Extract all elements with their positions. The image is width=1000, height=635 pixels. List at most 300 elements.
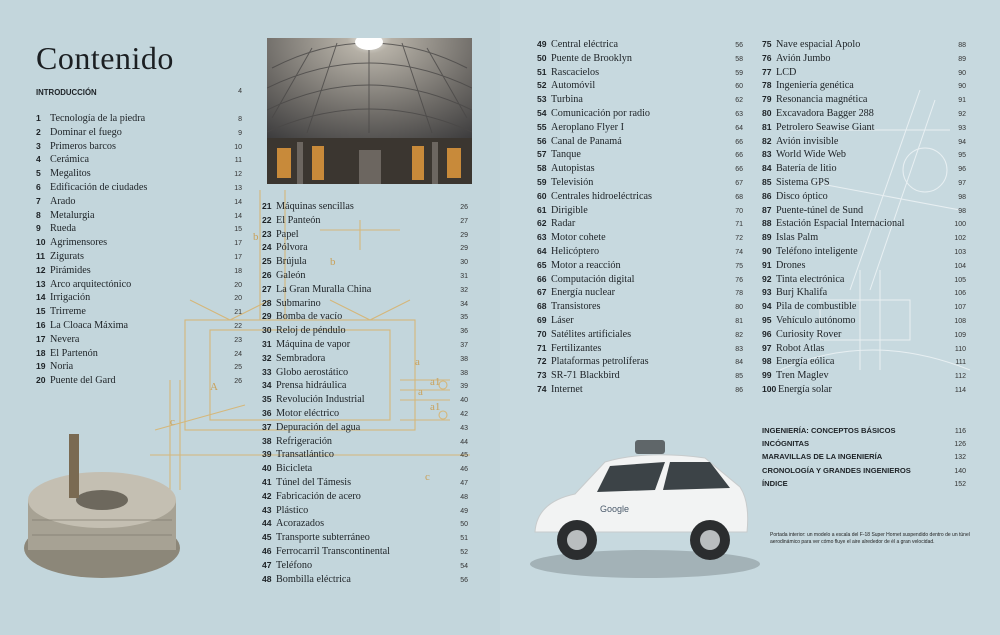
toc-entry-title: SR-71 Blackbird	[551, 370, 620, 382]
toc-entry-title: Ferrocarril Transcontinental	[276, 545, 391, 557]
toc-entry-page: 52	[460, 548, 468, 556]
toc-entry[interactable]	[537, 245, 743, 259]
toc-entry-number: 38	[262, 435, 272, 446]
toc-entry-title: Rueda	[50, 223, 77, 235]
toc-entry-page: 68	[735, 193, 743, 201]
toc-entry-number: 99	[762, 370, 772, 381]
toc-entry[interactable]	[762, 135, 966, 149]
toc-entry-page: 67	[735, 179, 743, 187]
toc-entry[interactable]	[762, 245, 966, 259]
toc-entry-title: Máquina de vapor	[276, 338, 351, 350]
toc-entry[interactable]	[537, 176, 743, 190]
google-car-photo	[515, 432, 760, 582]
toc-entry-title: Televisión	[551, 176, 594, 188]
toc-entry-number: 74	[537, 383, 547, 394]
toc-entry-number: 24	[262, 242, 272, 253]
toc-entry-number: 64	[537, 245, 547, 256]
toc-entry[interactable]	[762, 107, 966, 121]
toc-entry-number: 75	[762, 39, 772, 49]
toc-entry-page: 8	[238, 116, 242, 123]
toc-entry-page: 22	[234, 322, 242, 330]
toc-entry-title: Automóvil	[551, 80, 596, 92]
toc-entry-title: Noria	[50, 361, 74, 373]
toc-entry[interactable]	[537, 314, 743, 328]
drawing-lever	[155, 405, 245, 430]
toc-entry[interactable]	[262, 269, 468, 283]
toc-entry-page: 98	[958, 207, 966, 215]
toc-entry[interactable]	[537, 328, 743, 342]
toc-entry-title: Teléfono	[276, 559, 313, 571]
toc-entry[interactable]	[262, 435, 468, 449]
toc-entry-page: 92	[958, 110, 966, 118]
toc-entry-number: 31	[262, 338, 272, 349]
toc-entry-title: Cerámica	[50, 154, 90, 166]
toc-entry[interactable]	[537, 52, 743, 66]
toc-entry[interactable]	[537, 148, 743, 162]
drawing-letter: c	[170, 416, 175, 428]
toc-entry-page: 152	[954, 480, 966, 488]
toc-entry-title: Máquinas sencillas	[276, 201, 354, 212]
drawing-letter: c	[425, 471, 430, 483]
toc-entry[interactable]	[36, 167, 242, 181]
toc-entry-page: 21	[234, 309, 242, 317]
toc-entry[interactable]	[262, 352, 468, 366]
toc-entry[interactable]	[36, 374, 242, 388]
toc-entry-title: Revolución Industrial	[276, 394, 365, 406]
toc-entry[interactable]	[762, 477, 966, 490]
toc-entry-number: 49	[537, 39, 547, 49]
toc-entry[interactable]	[762, 464, 966, 477]
toc-entry[interactable]	[537, 93, 743, 107]
toc-entry-title: Submarino	[276, 297, 321, 309]
toc-entry-title: Transatlántico	[276, 449, 334, 461]
toc-entry[interactable]	[262, 255, 468, 269]
toc-column-3	[537, 38, 743, 397]
toc-entry-page: 112	[954, 373, 966, 381]
toc-entry[interactable]	[262, 338, 468, 352]
toc-entry[interactable]	[262, 573, 468, 587]
toc-entry-page: 20	[234, 281, 242, 289]
toc-entry-title: Vehículo autónomo	[776, 314, 856, 326]
toc-entry-number: 41	[262, 476, 272, 487]
toc-entry-number: 17	[36, 333, 46, 344]
toc-entry-number: 56	[537, 135, 547, 146]
toc-entry-number: 4	[36, 154, 41, 165]
toc-entry-page: 116	[954, 428, 966, 435]
toc-entry[interactable]	[262, 200, 468, 214]
toc-entry[interactable]	[762, 369, 966, 383]
toc-entry[interactable]	[537, 135, 743, 149]
toc-entry-title: Bicicleta	[276, 463, 313, 475]
toc-entry[interactable]	[537, 369, 743, 383]
toc-entry-title: Nevera	[50, 333, 80, 345]
toc-entry-number: 2	[36, 126, 41, 137]
toc-entry-number: 76	[762, 52, 772, 63]
toc-entry[interactable]	[36, 333, 242, 347]
toc-entry-page: 93	[958, 124, 966, 132]
toc-entry-title: Acorazados	[276, 518, 325, 530]
toc-entry-number: 11	[36, 250, 46, 261]
toc-entry-title: Aeroplano Flyer I	[551, 121, 624, 133]
toc-entry[interactable]	[36, 209, 242, 223]
toc-entry[interactable]	[262, 407, 468, 421]
toc-entry-page: 96	[958, 166, 966, 174]
toc-entry[interactable]	[36, 278, 242, 292]
toc-entry-title: Canal de Panamá	[551, 135, 622, 147]
toc-entry-title: Satélites artificiales	[551, 328, 632, 340]
toc-entry[interactable]	[762, 450, 966, 463]
toc-entry-number: 23	[262, 228, 272, 239]
toc-entry-number: 50	[537, 52, 547, 63]
toc-entry[interactable]	[762, 52, 966, 66]
toc-entry-title: Dominar el fuego	[50, 126, 122, 138]
toc-entry-title: Megalitos	[50, 168, 91, 180]
toc-entry-number: 85	[762, 176, 772, 187]
toc-entry-page: 91	[958, 97, 966, 105]
toc-entry-number: 92	[762, 273, 772, 284]
toc-entry-number: 46	[262, 545, 272, 556]
toc-entry-page: 23	[234, 336, 242, 344]
toc-entry[interactable]	[762, 286, 966, 300]
toc-entry-number: 91	[762, 259, 772, 270]
toc-entry[interactable]	[537, 273, 743, 287]
toc-entry-page: 94	[958, 138, 966, 146]
toc-entry-number: 28	[262, 297, 272, 308]
toc-entry-title: Tanque	[551, 149, 581, 161]
toc-entry-page: 25	[234, 364, 242, 372]
toc-entry-number: 19	[36, 361, 46, 372]
toc-entry-page: 76	[735, 276, 743, 284]
toc-entry[interactable]	[762, 259, 966, 273]
toc-entry-page: 109	[954, 331, 966, 339]
toc-entry-number: 51	[537, 66, 547, 77]
toc-entry[interactable]	[762, 437, 966, 450]
toc-entry-page: 104	[954, 262, 966, 270]
toc-entry-number: 98	[762, 356, 772, 367]
photo-caption: Portada interior: un modelo a escala del F-18 Super Hornet suspendido dentro de un túnel aerodinámico para ver cómo fluye el aire alrededor de él a gran velocidad.	[770, 532, 970, 545]
toc-entry-title: Motor cohete	[551, 232, 606, 244]
toc-entry[interactable]	[762, 66, 966, 80]
toc-entry-page: 45	[460, 452, 468, 460]
toc-entry-title: Plástico	[276, 504, 309, 516]
toc-entry-page: 26	[234, 378, 242, 386]
toc-entry-number: 34	[262, 380, 272, 391]
toc-entry-number: 45	[262, 532, 272, 543]
toc-entry-number: 88	[762, 218, 772, 229]
toc-entry-number: 62	[537, 218, 547, 229]
toc-entry-number: 58	[537, 163, 547, 174]
toc-entry[interactable]	[537, 286, 743, 300]
toc-entry[interactable]	[537, 190, 743, 204]
toc-entry[interactable]	[262, 504, 468, 518]
toc-entry-number: 94	[762, 301, 772, 312]
toc-entry-title: Excavadora Bagger 288	[776, 107, 874, 119]
toc-entry-number: 30	[262, 325, 272, 336]
toc-entry-page: 51	[460, 535, 468, 543]
toc-entry-number: 13	[36, 278, 46, 289]
toc-entry-page: 43	[460, 424, 468, 432]
toc-entry[interactable]	[262, 462, 468, 476]
toc-entry[interactable]	[762, 300, 966, 314]
toc-entry[interactable]	[36, 181, 242, 195]
toc-entry[interactable]	[36, 250, 242, 264]
toc-entry[interactable]	[537, 231, 743, 245]
toc-entry[interactable]	[762, 355, 966, 369]
toc-entry[interactable]	[262, 559, 468, 573]
toc-entry[interactable]	[537, 38, 743, 52]
toc-entry[interactable]	[762, 217, 966, 231]
toc-entry-page: 17	[234, 240, 242, 248]
toc-entry-number: 1	[36, 113, 41, 123]
toc-entry-number: 63	[537, 232, 547, 243]
toc-entry-title: Puente de Brooklyn	[551, 52, 632, 64]
toc-entry-title: INCÓGNITAS	[762, 439, 810, 449]
toc-entry[interactable]	[762, 93, 966, 107]
toc-entry-title: El Partenón	[50, 347, 98, 359]
car-brand-label: Google	[600, 504, 630, 514]
toc-entry-title: Puente del Gard	[50, 375, 116, 387]
toc-entry[interactable]	[36, 347, 242, 361]
toc-entry[interactable]	[262, 421, 468, 435]
toc-entry[interactable]	[262, 324, 468, 338]
toc-entry-title: Robot Atlas	[776, 342, 825, 354]
toc-entry-number: 59	[537, 176, 547, 187]
toc-entry[interactable]	[36, 319, 242, 333]
toc-entry-title: Puente-túnel de Sund	[776, 204, 864, 216]
toc-entry-page: 12	[234, 171, 242, 179]
toc-entry-number: 9	[36, 223, 41, 234]
toc-entry-number: 69	[537, 314, 547, 325]
toc-entry-page: 81	[735, 317, 743, 325]
toc-entry[interactable]	[262, 379, 468, 393]
toc-entry-title: Reloj de péndulo	[276, 325, 346, 337]
toc-entry-title: La Cloaca Máxima	[50, 319, 129, 331]
toc-entry-page: 140	[954, 467, 966, 475]
drawing-letter: a1	[430, 401, 441, 413]
toc-intro-label: INTRODUCCIÓN	[36, 88, 97, 97]
toc-column-1	[36, 112, 242, 388]
toc-entry-page: 98	[958, 193, 966, 201]
toc-entry[interactable]	[36, 195, 242, 209]
toc-entry-page: 13	[234, 184, 242, 192]
toc-entry-number: 57	[537, 149, 547, 160]
toc-entry-number: 47	[262, 559, 272, 570]
toc-entry[interactable]	[537, 204, 743, 218]
drawing-letter: a	[415, 356, 420, 368]
toc-entry[interactable]	[36, 305, 242, 319]
toc-entry-page: 50	[460, 521, 468, 529]
toc-entry-page: 107	[954, 304, 966, 312]
toc-entry[interactable]	[36, 264, 242, 278]
toc-entry[interactable]	[537, 342, 743, 356]
toc-entry-page: 78	[735, 290, 743, 298]
toc-entry-page: 90	[958, 83, 966, 91]
toc-entry-title: Rascacielos	[551, 66, 600, 78]
toc-entry[interactable]	[36, 222, 242, 236]
toc-entry-number: 95	[762, 314, 772, 325]
toc-entry-page: 20	[234, 295, 242, 303]
toc-entry[interactable]	[36, 126, 242, 140]
toc-entry-number: 39	[262, 449, 272, 460]
toc-entry[interactable]	[262, 448, 468, 462]
toc-entry[interactable]	[262, 366, 468, 380]
toc-entry-title: Drones	[776, 259, 806, 271]
toc-entry-page: 126	[954, 441, 966, 449]
toc-entry-title: Plataformas petrolíferas	[551, 356, 649, 368]
toc-entry-number: 32	[262, 352, 272, 363]
toc-entry-page: 14	[234, 212, 242, 220]
toc-entry-title: INGENIERÍA: CONCEPTOS BÁSICOS	[762, 426, 896, 435]
toc-entry-title: Sembradora	[276, 352, 326, 364]
toc-entry-title: Radar	[551, 218, 576, 230]
toc-entry-title: Depuración del agua	[276, 421, 361, 433]
toc-entry-page: 29	[460, 231, 468, 239]
pantheon-photo	[267, 38, 472, 184]
toc-entry[interactable]	[262, 476, 468, 490]
toc-entry-number: 79	[762, 94, 772, 105]
toc-entry-title: Papel	[276, 228, 299, 240]
toc-entry[interactable]	[762, 273, 966, 287]
toc-entry-title: Tren Maglev	[776, 370, 829, 382]
toc-entry-page: 42	[460, 410, 468, 418]
toc-entry[interactable]	[36, 291, 242, 305]
toc-intro[interactable]	[36, 88, 242, 97]
toc-entry-number: 44	[262, 518, 272, 529]
toc-entry-title: Nave espacial Apolo	[776, 39, 861, 50]
toc-entry[interactable]	[762, 148, 966, 162]
toc-entry-title: Brújula	[276, 256, 307, 268]
toc-entry-number: 20	[36, 375, 46, 386]
toc-entry[interactable]	[262, 283, 468, 297]
toc-entry[interactable]	[262, 228, 468, 242]
toc-entry-title: Central eléctrica	[551, 39, 619, 50]
toc-entry-number: 53	[537, 94, 547, 105]
toc-entry-title: Computación digital	[551, 273, 635, 285]
toc-entry[interactable]	[262, 241, 468, 255]
toc-entry-page: 89	[958, 55, 966, 63]
toc-entry-page: 114	[954, 386, 966, 394]
toc-entry-page: 82	[735, 331, 743, 339]
toc-entry[interactable]	[537, 107, 743, 121]
toc-entry-number: 80	[762, 107, 772, 118]
toc-entry-page: 66	[735, 152, 743, 160]
toc-entry[interactable]	[762, 231, 966, 245]
toc-entry-page: 47	[460, 479, 468, 487]
toc-entry[interactable]	[262, 214, 468, 228]
toc-entry[interactable]	[762, 204, 966, 218]
toc-entry-title: Transistores	[551, 301, 601, 313]
toc-entry-number: 15	[36, 306, 46, 317]
toc-entry[interactable]	[762, 190, 966, 204]
toc-entry-number: 72	[537, 356, 547, 367]
toc-entry[interactable]	[537, 121, 743, 135]
toc-entry[interactable]	[762, 121, 966, 135]
toc-entry[interactable]	[762, 342, 966, 356]
toc-entry-title: Energía eólica	[776, 356, 835, 368]
toc-entry-page: 54	[460, 562, 468, 570]
toc-entry-title: Fertilizantes	[551, 342, 602, 354]
toc-entry-number: 27	[262, 283, 272, 294]
toc-entry-number: 37	[262, 421, 272, 432]
toc-entry[interactable]	[36, 112, 242, 126]
toc-entry[interactable]	[36, 153, 242, 167]
toc-entry[interactable]	[36, 140, 242, 154]
toc-entry-page: 64	[735, 124, 743, 132]
toc-entry-title: Curiosity Rover	[776, 328, 842, 340]
toc-entry[interactable]	[762, 424, 966, 437]
toc-entry[interactable]	[537, 79, 743, 93]
toc-entry-number: 35	[262, 394, 272, 405]
toc-entry-page: 56	[735, 42, 743, 49]
toc-entry-page: 31	[460, 272, 468, 280]
toc-entry[interactable]	[762, 328, 966, 342]
toc-entry-title: CRONOLOGÍA Y GRANDES INGENIEROS	[762, 465, 911, 475]
toc-entry[interactable]	[262, 545, 468, 559]
toc-entry-title: La Gran Muralla China	[276, 283, 372, 295]
toc-entry[interactable]	[762, 176, 966, 190]
toc-entry-page: 83	[735, 345, 743, 353]
toc-entry-number: 66	[537, 273, 547, 284]
toc-entry[interactable]	[262, 393, 468, 407]
toc-entry[interactable]	[537, 383, 743, 397]
toc-entry[interactable]	[36, 360, 242, 374]
toc-entry-page: 100	[954, 221, 966, 229]
toc-entry[interactable]	[262, 297, 468, 311]
toc-entry-page: 95	[958, 152, 966, 160]
toc-entry-page: 86	[735, 386, 743, 394]
toc-entry-page: 44	[460, 438, 468, 446]
toc-entry[interactable]	[262, 517, 468, 531]
toc-entry-number: 84	[762, 163, 772, 174]
toc-entry-title: Dirigible	[551, 204, 588, 216]
toc-entry[interactable]	[762, 162, 966, 176]
toc-entry-page: 15	[234, 226, 242, 234]
toc-entry[interactable]	[762, 38, 966, 52]
toc-entry-title: Centrales hidroeléctricas	[551, 190, 652, 202]
toc-entry-title: Autopistas	[551, 163, 595, 175]
toc-entry[interactable]	[537, 217, 743, 231]
toc-entry[interactable]	[537, 162, 743, 176]
toc-entry[interactable]	[537, 66, 743, 80]
toc-entry[interactable]	[762, 314, 966, 328]
toc-entry-title: Irrigación	[50, 292, 91, 304]
toc-entry-number: 12	[36, 264, 46, 275]
toc-entry[interactable]	[762, 79, 966, 93]
toc-entry[interactable]	[537, 300, 743, 314]
toc-entry-page: 84	[735, 359, 743, 367]
toc-column-2	[262, 200, 468, 586]
toc-entry-page: 56	[460, 576, 468, 584]
toc-extras	[762, 424, 966, 490]
toc-entry-title: Agrimensores	[50, 237, 108, 249]
toc-entry-title: Prensa hidráulica	[276, 380, 347, 392]
toc-entry[interactable]	[762, 383, 966, 397]
toc-entry[interactable]	[36, 236, 242, 250]
toc-entry[interactable]	[262, 531, 468, 545]
toc-entry-number: 67	[537, 287, 547, 298]
toc-entry-title: Globo aerostático	[276, 366, 349, 378]
drawing-letter: b	[253, 231, 259, 243]
toc-entry-number: 8	[36, 209, 41, 220]
toc-entry-page: 103	[954, 248, 966, 256]
toc-entry[interactable]	[262, 490, 468, 504]
toc-entry-page: 66	[735, 166, 743, 174]
toc-entry[interactable]	[537, 259, 743, 273]
toc-entry-title: Avión Jumbo	[776, 52, 831, 64]
toc-entry-title: MARAVILLAS DE LA INGENIERÍA	[762, 452, 883, 462]
toc-entry[interactable]	[262, 310, 468, 324]
toc-entry[interactable]	[537, 355, 743, 369]
